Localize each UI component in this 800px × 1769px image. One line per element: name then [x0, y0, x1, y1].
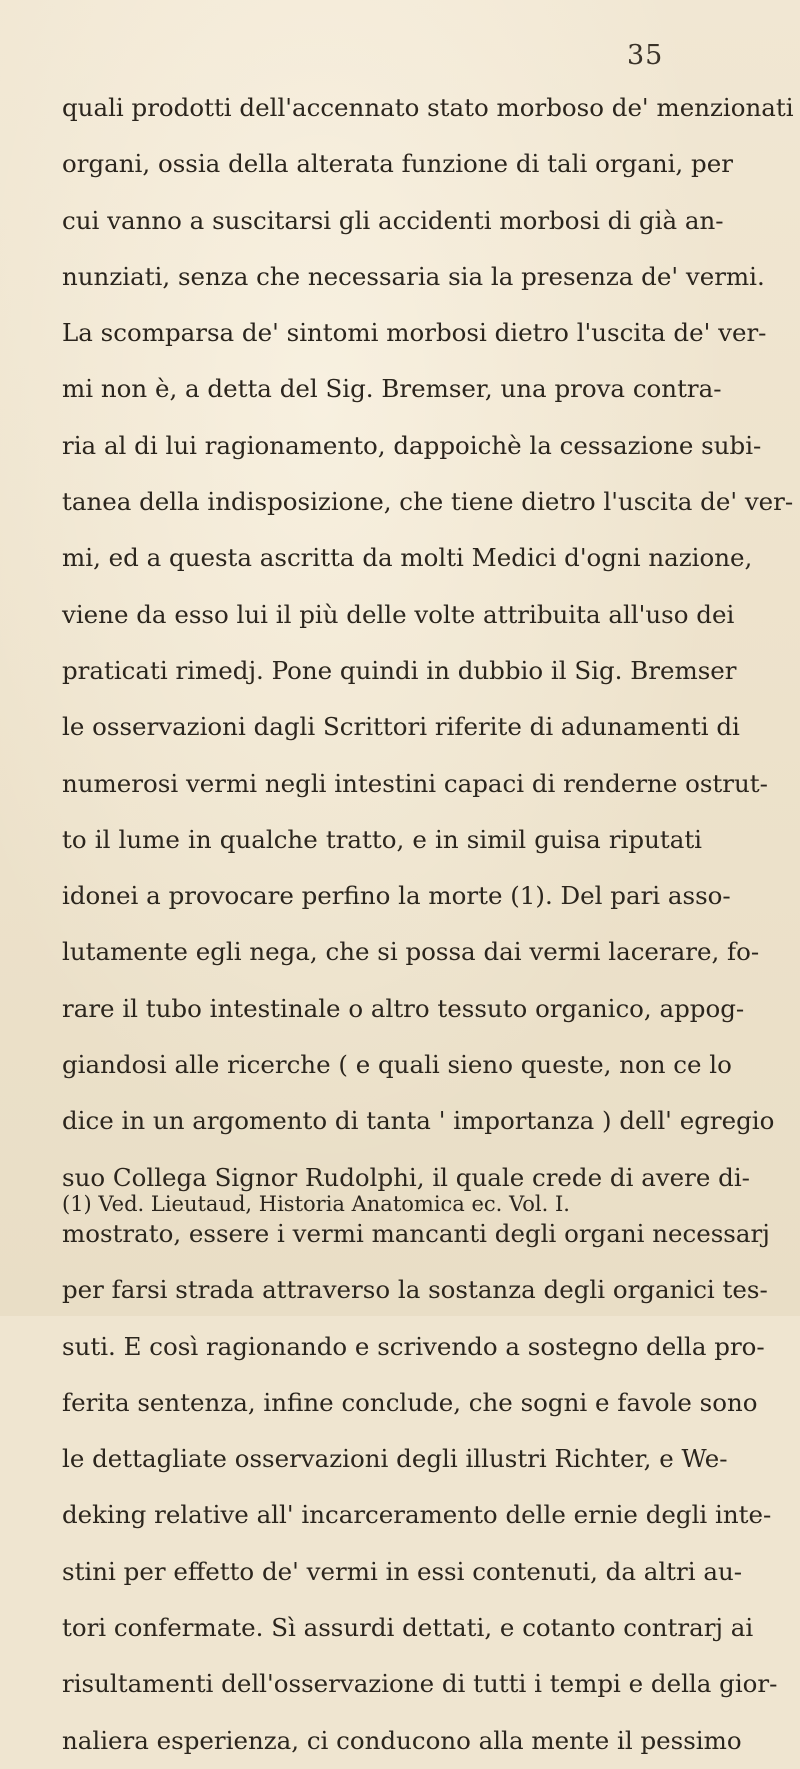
text-line: rare il tubo intestinale o altro tessuto organico, appog- [62, 993, 745, 1023]
text-line: organi, ossia della alterata funzione di tali organi, per [62, 149, 733, 179]
text-line: viene da esso lui il più delle volte attribuita all'uso dei [62, 599, 735, 629]
text-line: La scomparsa de' sintomi morbosi dietro l'uscita de' ver- [62, 318, 767, 348]
text-line: ria al di lui ragionamento, dappoichè la cessazione subi- [62, 430, 762, 460]
text-line: risultamenti dell'osservazione di tutti i tempi e della gior- [62, 1669, 778, 1699]
text-line: per farsi strada attraverso la sostanza degli organici tes- [62, 1275, 768, 1305]
text-line: dice in un argomento di tanta ' importanza ) dell' egregio [62, 1106, 775, 1136]
text-line: praticati rimedj. Pone quindi in dubbio il Sig. Bremser [62, 655, 737, 685]
text-line: tanea della indisposizione, che tiene dietro l'uscita de' ver- [62, 487, 794, 517]
text-line: cui vanno a suscitarsi gli accidenti morbosi di già an- [62, 205, 724, 235]
text-line: giandosi alle ricerche ( e quali sieno queste, non ce lo [62, 1050, 732, 1080]
body-text [62, 80, 794, 1769]
text-line: mi non è, a detta del Sig. Bremser, una prova contra- [62, 374, 722, 404]
text-line: ferita sentenza, infine conclude, che sogni e favole sono [62, 1387, 758, 1417]
text-line: numerosi vermi negli intestini capaci di renderne ostrut- [62, 768, 768, 798]
text-line: stini per effetto de' vermi in essi contenuti, da altri au- [62, 1556, 743, 1586]
text-line: le dettagliate osservazioni degli illustri Richter, e We- [62, 1444, 728, 1474]
text-line: suo Collega Signor Rudolphi, il quale crede di avere di- [62, 1162, 750, 1192]
text-line: tori confermate. Sì assurdi dettati, e cotanto contrarj ai [62, 1613, 754, 1643]
footnote: (1) Ved. Lieutaud, Historia Anatomica ec. Vol. I. [62, 1192, 570, 1216]
text-line: deking relative all' incarceramento delle ernie degli inte- [62, 1500, 772, 1530]
text-line: quali prodotti dell'accennato stato morboso de' menzionati [62, 93, 794, 122]
text-line: idonei a provocare perfino la morte (1). Del pari asso- [62, 881, 731, 911]
text-line: mi, ed a questa ascritta da molti Medici d'ogni nazione, [62, 543, 753, 573]
text-line: nunziati, senza che necessaria sia la presenza de' vermi. [62, 261, 765, 291]
text-line: le osservazioni dagli Scrittori riferite di adunamenti di [62, 712, 740, 742]
text-line: lutamente egli nega, che si possa dai vermi lacerare, fo- [62, 937, 760, 967]
text-line: to il lume in qualche tratto, e in simil guisa riputati [62, 824, 702, 854]
text-line: suti. E così ragionando e scrivendo a sostegno della pro- [62, 1331, 765, 1361]
text-line: mostrato, essere i vermi mancanti degli organi necessarj [62, 1218, 770, 1248]
page-number: 35 [627, 40, 664, 71]
text-line: naliera esperienza, ci conducono alla mente il pessimo [62, 1725, 742, 1755]
